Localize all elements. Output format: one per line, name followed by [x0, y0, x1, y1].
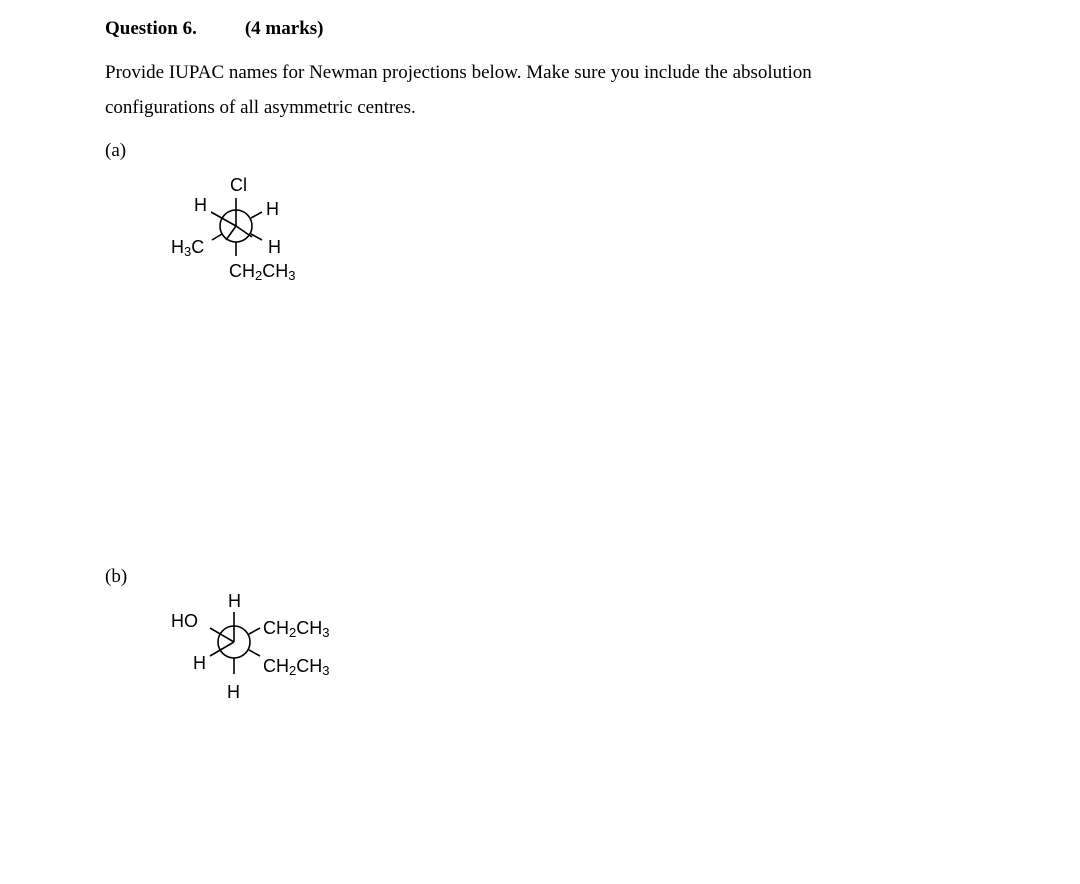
newman-projection-b	[210, 612, 260, 674]
newman-a-label-bottom: $CH_2CH_3$	[229, 261, 296, 283]
newman-b-label-top: H	[228, 591, 241, 611]
newman-a-label-top: Cl	[230, 175, 247, 195]
newman-b-label-bottom: H	[227, 682, 240, 702]
newman-a-back-bond-lower-left	[212, 234, 222, 240]
newman-b-front-bond-upper-left	[210, 628, 234, 642]
question-title: Question 6.	[105, 18, 197, 39]
newman-b-back-bond-lower-right	[249, 650, 260, 656]
part-a-label: (a)	[105, 140, 127, 161]
newman-a-back-bond-upper-right	[251, 212, 262, 218]
newman-a-label-lower-right: H	[268, 237, 281, 257]
instruction-line-1: Provide IUPAC names for Newman projections below. Make sure you include the absolution	[105, 62, 812, 83]
part-b-label: (b)	[105, 566, 128, 587]
newman-a-label-upper-left: H	[194, 195, 207, 215]
newman-b-label-upper-left: HO	[171, 611, 198, 631]
newman-a-front-bond-lower-right	[236, 226, 252, 237]
newman-b-label-lower-right: $CH_2CH_3$	[263, 656, 330, 678]
newman-a-back-bond-lower-right	[251, 234, 262, 240]
newman-a-label-lower-left: $H_3C$	[171, 237, 205, 259]
newman-projection-a	[211, 198, 262, 256]
newman-b-label-upper-right: $CH_2CH_3$	[263, 618, 330, 640]
newman-a-front-bond-lower-left	[226, 226, 236, 240]
newman-b-front-bond-lower-left	[210, 642, 234, 656]
newman-a-label-upper-right: H	[266, 199, 279, 219]
question-marks: (4 marks)	[244, 18, 324, 39]
instruction-line-2: configurations of all asymmetric centres.	[105, 97, 416, 118]
newman-b-back-bond-upper-right	[249, 628, 260, 634]
newman-b-label-lower-left: H	[193, 653, 206, 673]
newman-a-front-bond-upper-left	[211, 212, 236, 226]
